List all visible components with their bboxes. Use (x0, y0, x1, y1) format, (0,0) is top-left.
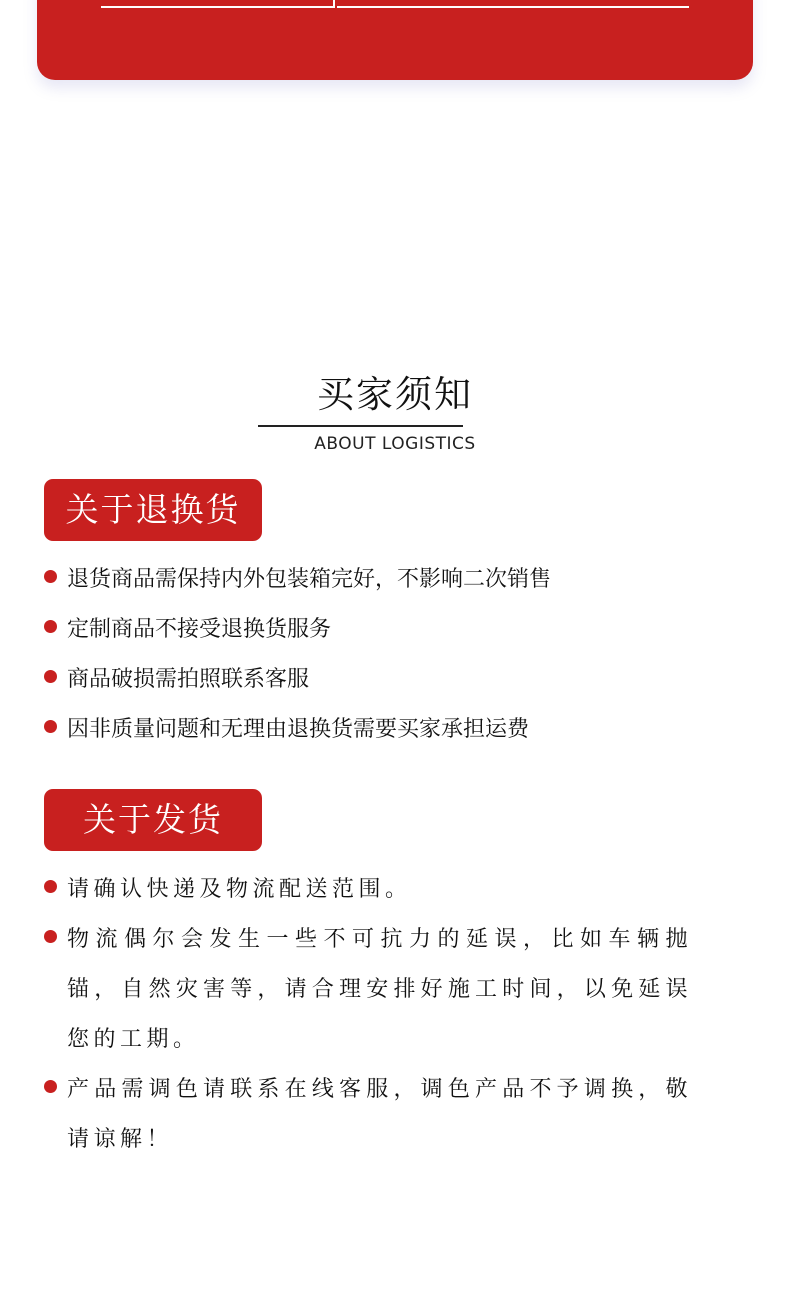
bullet-dot-icon (44, 880, 57, 893)
banner-divider-left (101, 6, 333, 8)
page-subtitle: ABOUT LOGISTICS (314, 434, 476, 454)
bullet-dot-icon (44, 930, 57, 943)
top-banner (37, 0, 753, 80)
list-item-text: 产品需调色请联系在线客服，调色产品不予调换，敬请谅解！ (67, 1077, 692, 1152)
bullet-dot-icon (44, 570, 57, 583)
list-item-text: 物流偶尔会发生一些不可抗力的延误，比如车辆抛锚，自然灾害等，请合理安排好施工时间，以免延误您的工期。 (67, 927, 692, 1052)
list-item (44, 915, 692, 1065)
notice-title-block (0, 370, 790, 454)
returns-section-badge: 关于退换货 (44, 479, 262, 541)
shipping-list (44, 865, 744, 1165)
list-item (44, 605, 744, 655)
list-item (44, 655, 744, 705)
returns-list (44, 555, 744, 755)
page-title: 买家须知 (317, 373, 473, 416)
bullet-dot-icon (44, 1080, 57, 1093)
banner-divider-right (337, 6, 689, 8)
list-item (44, 555, 744, 605)
bullet-dot-icon (44, 720, 57, 733)
bullet-dot-icon (44, 620, 57, 633)
list-item (44, 1065, 692, 1165)
title-underline (258, 425, 463, 427)
list-item-text: 定制商品不接受退换货服务 (67, 617, 332, 642)
shipping-section-badge: 关于发货 (44, 789, 262, 851)
list-item (44, 865, 692, 915)
bullet-dot-icon (44, 670, 57, 683)
list-item-text: 退货商品需保持内外包装箱完好，不影响二次销售 (67, 567, 552, 592)
list-item (44, 705, 744, 755)
banner-divider-tick (333, 0, 335, 8)
list-item-text: 请确认快递及物流配送范围。 (67, 877, 412, 902)
list-item-text: 因非质量问题和无理由退换货需要买家承担运费 (67, 717, 530, 742)
list-item-text: 商品破损需拍照联系客服 (67, 667, 310, 692)
